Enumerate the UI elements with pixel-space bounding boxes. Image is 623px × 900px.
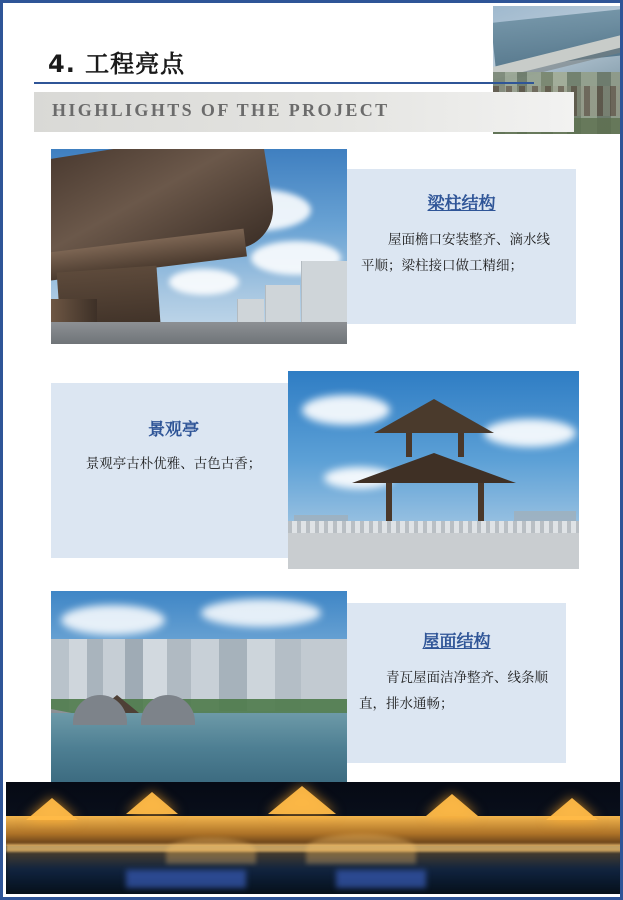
section-2 [51, 371, 579, 569]
section-1 [51, 149, 576, 344]
section-1-panel [347, 169, 576, 324]
photo-cloud [169, 269, 239, 295]
night-pavilion [26, 798, 78, 820]
photo-pavilion-column [478, 483, 484, 525]
page-header [6, 6, 623, 134]
night-water-reflection [6, 850, 623, 894]
section-2-title: 景观亭 [148, 420, 199, 440]
page-title: 4. 工程亮点 [48, 50, 186, 78]
night-blue-light [336, 870, 426, 888]
section-3 [51, 591, 566, 783]
night-pavilion [126, 792, 178, 814]
photo-pavilion-column [406, 433, 412, 457]
section-2-photo [288, 371, 579, 569]
section-1-title: 梁柱结构 [427, 194, 496, 214]
title-divider [34, 82, 534, 84]
photo-cloud [61, 605, 165, 635]
section-3-photo [51, 591, 347, 783]
section-2-panel [51, 383, 296, 558]
night-pavilion [546, 798, 598, 820]
night-blue-light [126, 870, 246, 888]
night-pavilion [426, 794, 478, 816]
section-3-body: 青瓦屋面洁净整齐、线条顺直，排水通畅； [359, 670, 548, 712]
photo-pavilion-upper-roof [374, 399, 494, 433]
photo-deck [288, 533, 579, 569]
section-3-title: 屋面结构 [422, 632, 491, 652]
photo-cloud [201, 599, 321, 627]
footer-photo [6, 782, 623, 894]
page-subtitle: HIGHLIGHTS OF THE PROJECT [52, 100, 390, 120]
section-1-photo [51, 149, 347, 344]
section-3-panel [347, 603, 566, 763]
photo-building [265, 285, 300, 325]
photo-railing [288, 521, 579, 533]
night-pavilion-main [268, 786, 336, 814]
photo-pavilion-lower-roof [352, 453, 516, 483]
photo-pavilion-column [458, 433, 464, 457]
section-1-body: 屋面檐口安装整齐、滴水线平顺；梁柱接口做工精细； [361, 232, 550, 274]
photo-cloud [484, 419, 576, 447]
photo-ground [51, 322, 347, 344]
photo-building [301, 261, 347, 323]
photo-pavilion-column [386, 483, 392, 525]
section-2-body: 景观亭古朴优雅、古色古香； [85, 456, 262, 472]
